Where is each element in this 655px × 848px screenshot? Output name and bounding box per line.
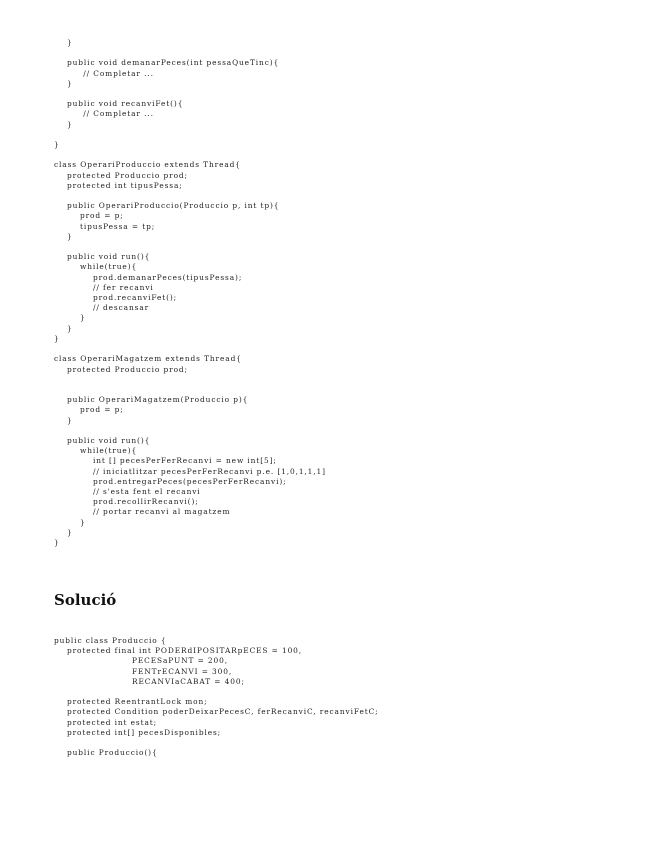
code-line: // s'esta fent el recanvi <box>54 486 201 496</box>
code-line: } <box>54 119 73 129</box>
code-line: } <box>54 415 73 425</box>
code-line: RECANVIaCABAT = 400; <box>54 676 245 686</box>
code-line <box>54 130 326 140</box>
code-line: prod.entregarPeces(pecesPerFerRecanvi); <box>54 476 287 486</box>
code-line: FENTrECANVI = 300, <box>54 666 233 676</box>
code-line <box>54 48 326 58</box>
code-line: protected Condition poderDeixarPecesC, ferRecanviC, recanviFetC; <box>54 707 379 717</box>
code-line <box>54 426 326 436</box>
code-line: } <box>54 140 60 150</box>
code-line: public void recanviFet(){ <box>54 99 184 109</box>
section-heading-solucio: Solució <box>54 591 117 609</box>
code-line: } <box>54 517 86 527</box>
code-line: public OperariMagatzem(Produccio p){ <box>54 395 249 405</box>
code-line: protected int tipusPessa; <box>54 180 183 190</box>
code-line: // fer recanvi <box>54 282 154 292</box>
code-line: PECESaPUNT = 200, <box>54 656 228 666</box>
code-line: public class Produccio { <box>54 636 167 645</box>
code-line: public Produccio(){ <box>54 748 158 758</box>
code-line: // iniciatlitzar pecesPerFerRecanvi p.e. [1,0,1,1,1] <box>54 466 326 476</box>
code-line: public OperariProduccio(Produccio p, int tp){ <box>54 201 280 211</box>
code-line: protected int estat; <box>54 717 158 727</box>
code-listing-classes <box>54 38 326 548</box>
code-line: protected int[] pecesDisponibles; <box>54 727 222 737</box>
code-line: } <box>54 78 73 88</box>
code-line: } <box>54 527 73 537</box>
code-line: prod.recollirRecanvi(); <box>54 497 199 507</box>
code-line <box>54 375 326 385</box>
code-line: while(true){ <box>54 446 138 456</box>
code-line: // Completar ... <box>54 68 154 78</box>
code-line <box>54 150 326 160</box>
code-line: while(true){ <box>54 262 138 272</box>
code-line: protected ReentrantLock mon; <box>54 697 208 707</box>
code-line: protected Produccio prod; <box>54 170 188 180</box>
code-line: public void run(){ <box>54 252 151 262</box>
code-line: protected Produccio prod; <box>54 364 188 374</box>
code-line <box>54 191 326 201</box>
code-line <box>54 687 379 697</box>
code-line: } <box>54 38 73 47</box>
code-line: // Completar ... <box>54 109 154 119</box>
code-line: public void run(){ <box>54 435 151 445</box>
code-line: prod = p; <box>54 405 124 415</box>
code-line: } <box>54 333 60 343</box>
code-line: class OperariMagatzem extends Thread{ <box>54 354 242 364</box>
code-line: } <box>54 537 60 547</box>
code-line: class OperariProduccio extends Thread{ <box>54 160 241 170</box>
code-line <box>54 242 326 252</box>
code-line: prod.demanarPeces(tipusPessa); <box>54 272 243 282</box>
code-line: protected final int PODERdIPOSITARpECES = 100, <box>54 646 303 656</box>
code-line: } <box>54 323 73 333</box>
code-line <box>54 738 379 748</box>
code-line: } <box>54 313 86 323</box>
code-line: } <box>54 231 73 241</box>
code-line: public void demanarPeces(int pessaQueTinc){ <box>54 58 280 68</box>
code-line: int [] pecesPerFerRecanvi = new int[5]; <box>54 456 277 466</box>
code-line: tipusPessa = tp; <box>54 221 156 231</box>
code-line: prod.recanviFet(); <box>54 293 178 303</box>
code-line: // descansar <box>54 303 150 313</box>
code-line <box>54 89 326 99</box>
code-line <box>54 385 326 395</box>
code-line: // portar recanvi al magatzem <box>54 507 231 517</box>
code-listing-solution <box>54 636 379 758</box>
code-line <box>54 344 326 354</box>
code-line: prod = p; <box>54 211 124 221</box>
